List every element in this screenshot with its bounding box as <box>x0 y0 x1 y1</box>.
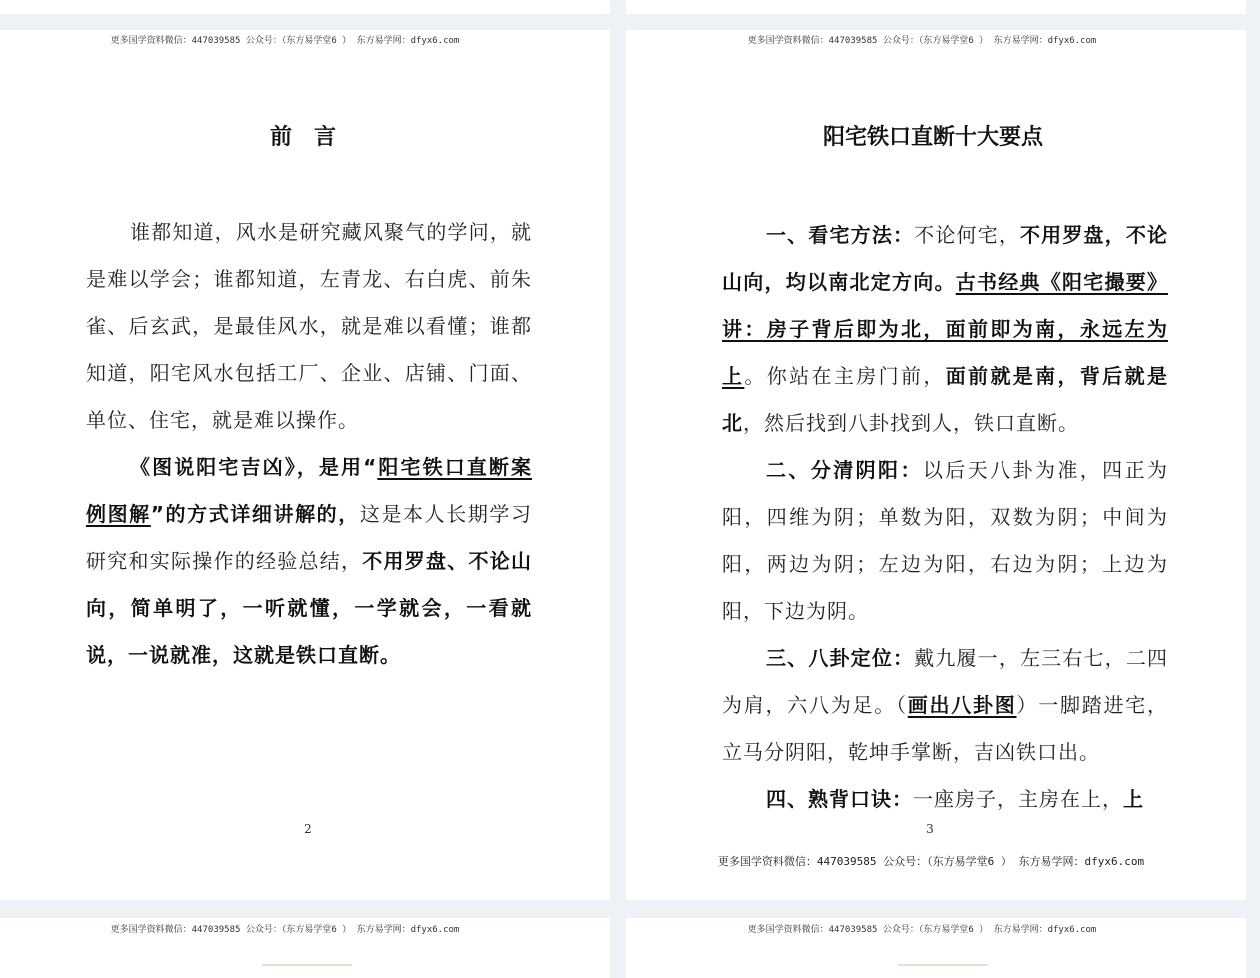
page-footer-watermark: 更多国学资料微信：447039585 公众号：（东方易学堂6 ） 东方易学网：dfyx6.com <box>717 855 1145 868</box>
page-number: 3 <box>926 822 934 836</box>
paragraph: 二、分清阴阳：以后天八卦为准，四正为阳，四维为阴；单数为阳，双数为阴；中间为阳，两边为阴；左边为阳，右边为阴；上边为阳，下边为阴。 <box>722 458 1169 623</box>
document-page-2 <box>0 30 610 900</box>
paragraph: 一、看宅方法：不论何宅，不用罗盘，不论山向，均以南北定方向。古书经典《阳宅撮要》讲：房子背后即为北，面前即为南，永远左为上。你站在主房门前，面前就是南，背后就是北，然后找到八卦找到人，铁口直断。 <box>722 223 1169 435</box>
paragraph: 三、八卦定位：戴九履一，左三右七，二四为肩，六八为足。（画出八卦图）一脚踏进宅，立马分阴阳，乾坤手掌断，吉凶铁口出。 <box>722 646 1169 764</box>
document-page-4 <box>0 918 610 978</box>
header-decoration <box>898 964 988 966</box>
page-body <box>86 209 532 679</box>
underlined-reference: 古书经典《阳宅撮要》讲：房子背后即为北，面前即为南，永远左为上 <box>722 270 1168 388</box>
page-header-watermark: 更多国学资料微信：447039585 公众号：（东方易学堂6 ） 东方易学网：dfyx6.com <box>110 925 460 935</box>
previous-page-right-bottom <box>626 0 1246 14</box>
page-header-watermark: 更多国学资料微信：447039585 公众号：（东方易学堂6 ） 东方易学网：dfyx6.com <box>747 36 1097 46</box>
paragraph: 谁都知道，风水是研究藏风聚气的学问，就是难以学会；谁都知道，左青龙、右白虎、前朱雀、后玄武，是最佳风水，就是难以看懂；谁都知道，阳宅风水包括工厂、企业、店铺、门面、单位、住宅，就是难以操作。 <box>86 220 532 432</box>
page-title: 前 言 <box>269 125 336 150</box>
document-page-3 <box>626 30 1246 900</box>
previous-page-left-bottom <box>0 0 610 14</box>
page-body <box>722 212 1168 823</box>
document-page-5 <box>626 918 1246 978</box>
page-header-watermark: 更多国学资料微信：447039585 公众号：（东方易学堂6 ） 东方易学网：dfyx6.com <box>747 925 1097 935</box>
paragraph: 四、熟背口诀：一座房子，主房在上，上 <box>766 787 1144 811</box>
page-header-watermark: 更多国学资料微信：447039585 公众号：（东方易学堂6 ） 东方易学网：dfyx6.com <box>110 36 460 46</box>
paragraph: 《图说阳宅吉凶》，是用“阳宅铁口直断案例图解”的方式详细讲解的，这是本人长期学习研究和实际操作的经验总结，不用罗盘、不论山向，简单明了，一听就懂，一学就会，一看就说，一说就准，这就是铁口直断。 <box>86 455 533 667</box>
page-number: 2 <box>304 822 312 836</box>
page-title: 阳宅铁口直断十大要点 <box>822 125 1043 150</box>
underlined-reference: 画出八卦图 <box>907 693 1017 717</box>
header-decoration <box>262 964 352 966</box>
underlined-reference: 阳宅铁口直断案例图解 <box>86 455 532 526</box>
